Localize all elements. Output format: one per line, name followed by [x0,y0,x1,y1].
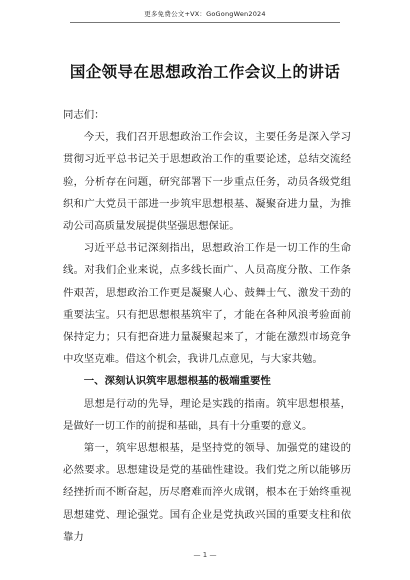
header-divider [70,22,340,23]
document-body [63,104,351,548]
intro-paragraph-1: 今天，我们召开思想政治工作会议，主要任务是深入学习贯彻习近平总书记关于思想政治工作的重要论述，总结交流经验，分析存在问题，研究部署下一步重点任务，动员各级党组织和广大党员干部进一步筑牢思想根基、凝聚奋进力量，为推动公司高质量发展提供坚强思想保证。 [63,131,351,233]
intro-paragraph-2: 习近平总书记深刻指出，思想政治工作是一切工作的生命线。对我们企业来说，点多线长面广、人员高度分散、工作条件艰苦，思想政治工作更是凝聚人心、鼓舞士气、激发干劲的重要法宝。只有把思想根基筑牢了，才能在各种风浪考验面前保持定力；只有把奋进力量凝聚起来了，才能在激烈市场竞争中攻坚克难。借这个机会，我讲几点意见，与大家共勉。 [63,242,351,366]
section-heading-1: 一、深刻认识筑牢思想根基的极端重要性 [83,375,271,388]
section1-paragraph-1: 思想是行动的先导，理论是实践的指南。筑牢思想根基，是做好一切工作的前提和基础，具有十分重要的意义。 [63,397,351,432]
section1-paragraph-2: 第一，筑牢思想根基，是坚持党的领导、加强党的建设的必然要求。思想建设是党的基础性建设。我们党之所以能够历经挫折而不断奋起，历尽磨难而淬火成钢，根本在于始终重视思想建党、理论强党。国有企业是党执政兴国的重要支柱和依靠力 [63,442,351,543]
document-title: 国企领导在思想政治工作会议上的讲话 [69,62,341,81]
page-number: — 1 — [193,551,217,559]
salutation: 同志们： [63,109,105,121]
header-note: 更多免费公文+VX：GoGongWen2024 [144,10,266,18]
